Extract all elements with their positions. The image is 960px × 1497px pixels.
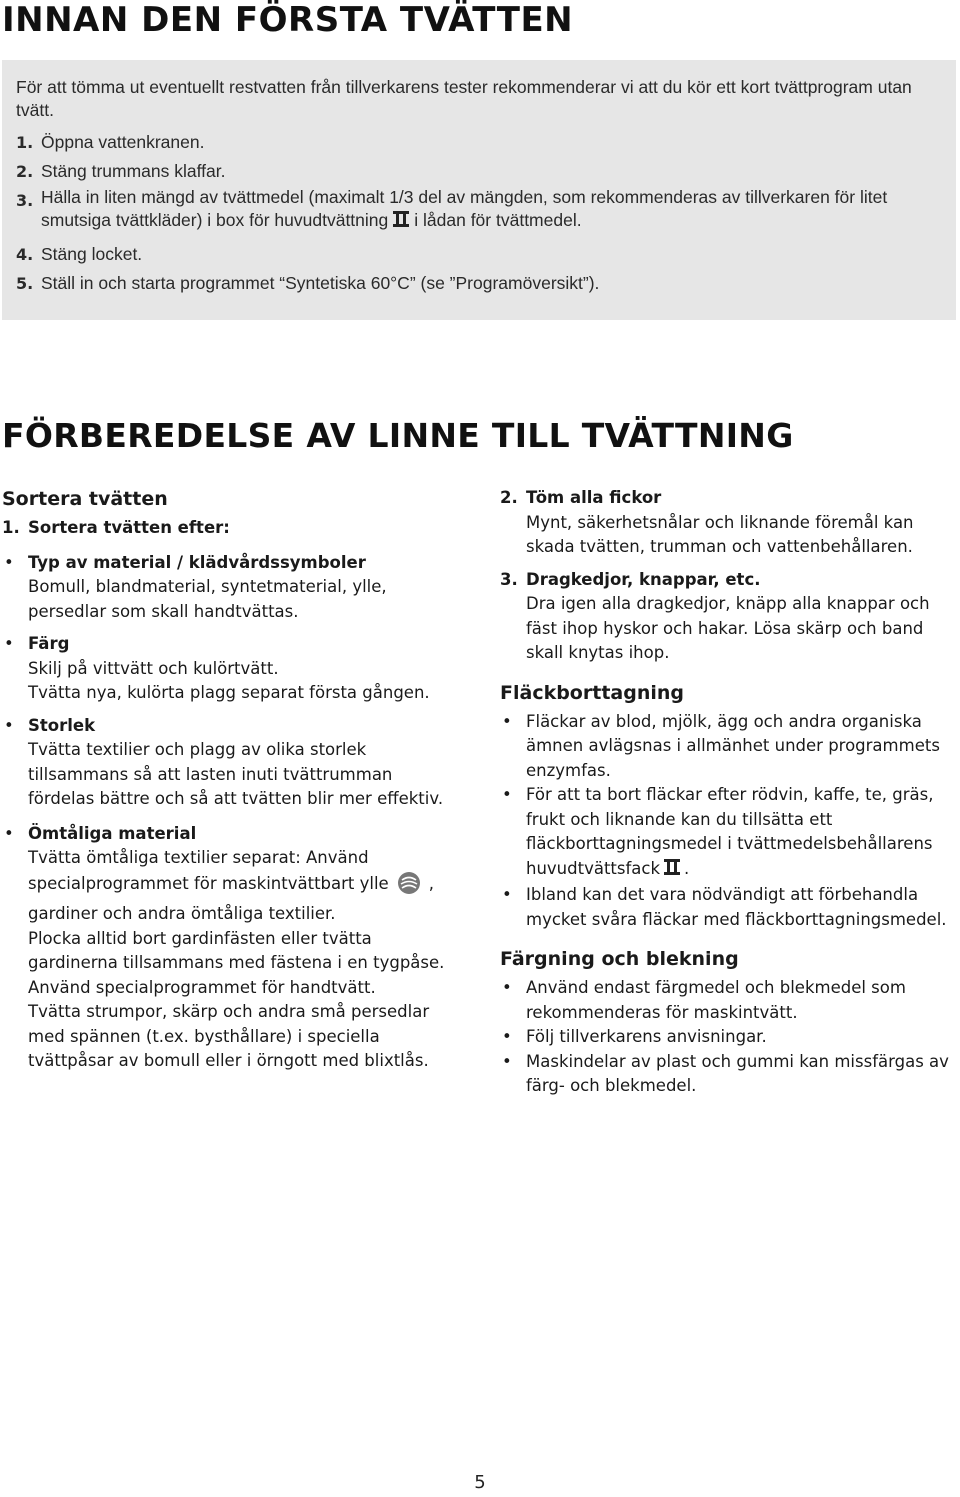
item-line: skada tvätten, trumman och vattenbehållaren. [526,537,913,556]
step-text-part: i lådan för tvättmedel. [414,210,582,230]
bullet-line: mycket svåra fläckar med fläckborttagningsmedel. [526,909,947,929]
page-title: INNAN DEN FÖRSTA TVÄTTEN [2,0,574,40]
page-number: 5 [474,1472,486,1493]
item-number: 3. [500,569,518,589]
right-column [500,486,955,1099]
roman-two-icon [392,210,410,234]
bullet-icon: • [502,711,512,731]
bullet-line: fördelas bättre och så att tvätten blir mer effektiv. [28,789,444,808]
bullet-icon: • [4,715,14,735]
bullet-line: Plocka alltid bort gardinfästen eller tvätta [28,928,372,948]
bullet-line: Använd endast färgmedel och blekmedel som [526,978,906,997]
step-text-part: Hälla in liten mängd av tvättmedel (maximalt 1/3 del av mängden, som rekommenderas av tillverkaren för litet smutsiga tvättkläder) i box för huvudtvättning [41,187,888,230]
step-text: Stäng trummans klaffar. [41,161,226,181]
section-title: FÖRBEREDELSE AV LINNE TILL TVÄTTNING [2,416,794,455]
stain-bullet-3 [500,883,955,932]
bullet-line: tillsammans så att lasten inuti tvättrumman [28,764,393,784]
bullet-material [2,551,472,625]
bullet-line [526,857,955,884]
bullet-line: Tvätta strumpor, skärp och andra små persedlar [28,1002,430,1021]
dye-bleach-heading: Färgning och blekning [500,948,739,970]
step-1 [16,128,942,157]
intro-box [2,60,956,320]
step-number: 3. [16,191,34,210]
step-number: 2. [16,162,34,181]
bullet-icon: • [502,1027,512,1046]
step-text: Stäng locket. [41,244,143,264]
dye-bullet-1 [500,976,955,1025]
step-5 [16,269,942,298]
bullet-line: Fläckar av blod, mjölk, ägg och andra organiska [526,711,922,731]
bullet-line-part: specialprogrammet för maskintvättbart ylle [28,873,389,893]
bullet-line: rekommenderas för maskintvätt. [526,1002,798,1022]
item-label: Sortera tvätten efter: [28,518,230,537]
intro-text: För att tömma ut eventuellt restvatten från tillverkarens tester rekommenderar vi att du kör ett kort tvättprogram utan tvätt. [16,77,912,120]
bullet-line: Tvätta ömtåliga textilier separat: Använd [28,848,369,867]
bullet-line: enzymfas. [526,760,611,780]
bullet-icon: • [502,978,512,997]
stain-bullet-1 [500,710,955,784]
bullet-title: Typ av material / klädvårdssymboler [28,552,366,572]
bullet-line: gardiner och andra ömtåliga textilier. [28,904,336,923]
empty-pockets-item [500,486,955,560]
sort-by-item [2,516,472,541]
bullet-line: Ibland kan det vara nödvändigt att förbehandla [526,885,919,904]
step-text: Öppna vattenkranen. [41,132,205,152]
step-text: Ställ in och starta programmet “Syntetiska 60°C” (se ”Programöversikt”). [41,273,600,293]
zippers-item [500,568,955,666]
item-line: Mynt, säkerhetsnålar och liknande föremål kan [526,512,914,532]
wool-program-icon [397,871,421,903]
bullet-icon: • [4,552,14,572]
bullet-title: Färg [28,634,70,653]
bullet-icon: • [502,885,512,904]
step-text [41,186,942,234]
bullet-delicate [2,822,472,1074]
bullet-icon: • [502,785,512,804]
step-4 [16,240,942,269]
item-number: 1. [2,518,20,537]
bullet-line: ämnen avlägsnas i allmänhet under programmets [526,736,940,755]
left-column [2,486,472,1074]
item-line: skall knytas ihop. [526,643,670,662]
bullet-line: Bomull, blandmaterial, syntetmaterial, ylle, [28,577,387,596]
bullet-color [2,632,472,706]
bullet-icon: • [4,823,14,843]
bullet-line: Tvätta textilier och plagg av olika storlek [28,740,367,759]
bullet-icon: • [502,1051,512,1071]
item-line: fäst ihop hyskor och hakar. Lösa skärp och band [526,618,924,638]
bullet-icon: • [4,634,14,653]
step-number: 5. [16,274,34,293]
step-2 [16,157,942,186]
step-number: 4. [16,245,34,264]
step-3 [16,186,942,234]
dye-bullet-2 [500,1025,955,1050]
sort-laundry-heading: Sortera tvätten [2,488,168,510]
bullet-line [28,871,472,903]
item-title: Töm alla fickor [526,488,662,507]
step-number: 1. [16,133,34,152]
item-line: Dra igen alla dragkedjor, knäpp alla knappar och [526,594,930,613]
bullet-line: tvättpåsar av bomull eller i örngott med blixtlås. [28,1051,429,1070]
item-number: 2. [500,488,518,507]
bullet-line: Följ tillverkarens anvisningar. [526,1027,767,1046]
bullet-line: fläckborttagningsmedel i tvättmedelsbehållarens [526,834,933,853]
bullet-line: Tvätta nya, kulörta plagg separat första gången. [28,683,430,702]
bullet-line: persedlar som skall handtvättas. [28,601,299,621]
item-title: Dragkedjor, knappar, etc. [526,569,761,589]
bullet-line: gardinerna tillsammans med fästena i en tygpåse. [28,953,445,972]
bullet-line-part: , [428,873,434,893]
bullet-title: Ömtåliga material [28,823,197,843]
bullet-line: För att ta bort fläckar efter rödvin, kaffe, te, gräs, [526,785,934,804]
bullet-line-part: . [684,858,690,878]
stain-removal-heading: Fläckborttagning [500,681,684,704]
bullet-line: med spännen (t.ex. bysthållare) i speciella [28,1026,380,1046]
bullet-line: färg- och blekmedel. [526,1076,697,1095]
bullet-title: Storlek [28,715,96,735]
bullet-size [2,714,472,812]
bullet-line: Använd specialprogrammet för handtvätt. [28,977,376,997]
bullet-line: Skilj på vittvätt och kulörtvätt. [28,658,279,678]
bullet-line: Maskindelar av plast och gummi kan missfärgas av [526,1051,949,1071]
roman-two-icon [664,858,680,884]
bullet-line: frukt och liknande kan du tillsätta ett [526,809,833,829]
stain-bullet-2 [500,783,955,883]
dye-bullet-3 [500,1050,955,1099]
bullet-line-part: huvudtvättsfack [526,858,661,878]
